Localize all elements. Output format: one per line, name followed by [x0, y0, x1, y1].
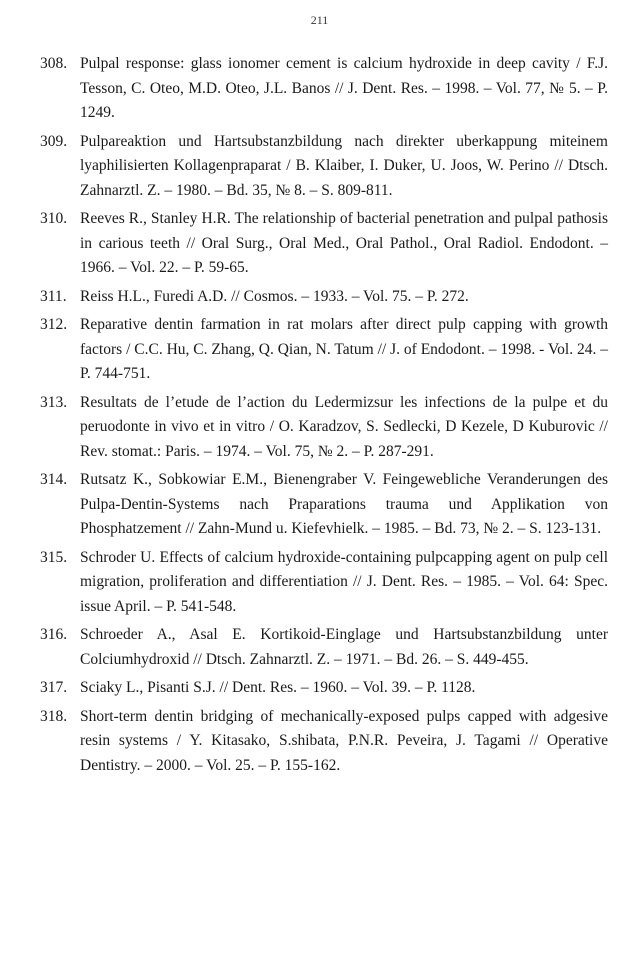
reference-number: 313 .	[40, 391, 74, 416]
reference-item	[40, 207, 608, 281]
page-number: 211	[310, 13, 329, 27]
reference-text: Schroder U. Effects of calcium hydroxide-containing pulpcapping agent on pulp cell migration, proliferation and differentiation // J. Dent. Res. – 1985. – Vol. 64: Spec. issue April. – P. 541-548.	[80, 548, 608, 615]
reference-number: 311 .	[40, 285, 74, 310]
reference-item	[40, 52, 608, 126]
reference-text: Rutsatz K., Sobkowiar E.M., Bienengraber V. Feingewebliche Veranderungen des Pulpa-Dentin-Systems nach Praparations trauma und Applikation von Phosphatzement // Zahn-Mund u. Kiefevhielk. – 1985. – Bd. 73, № 2. – S. 123-131.	[80, 471, 608, 537]
reference-text: Sciaky L., Pisanti S.J. // Dent. Res. – 1960. – Vol. 39. – P. 1128.	[80, 679, 476, 696]
reference-text: Schroeder A., Asal E. Kortikoid-Einglage und Hartsubstanzbildung unter Colciumhydroxid // Dtsch. Zahnarztl. Z. – 1971. – Bd. 26. – S. 449-455.	[80, 626, 608, 668]
reference-text: Pulpal response: glass ionomer cement is calcium hydroxide in deep cavity / F.J. Tesson, C. Oteo, M.D. Oteo, J.L. Banos // J. Dent. Res. – 1998. – Vol. 77, № 5. – P. 1249.	[80, 55, 608, 121]
reference-number: 317 .	[40, 676, 74, 701]
reference-item	[40, 391, 608, 465]
reference-number: 309 .	[40, 130, 74, 155]
reference-text: Pulpareaktion und Hartsubstanzbildung nach direkter uberkappung miteinem lyaphilisierten Kollagenpraparat / B. Klaiber, I. Duker, U. Joos, W. Perino // Dtsch. Zahnarztl. Z. – 1980. – Bd. 35, № 8. – S. 809-811.	[80, 132, 608, 199]
reference-text: Short-term dentin bridging of mechanically-exposed pulps capped with adgesive resin systems / Y. Kitasako, S.shibata, P.N.R. Peveira, J. Tagami // Operative Dentistry. – 2000. – Vol. 25. – P. 155-162.	[80, 707, 608, 774]
reference-number: 308 .	[40, 52, 74, 77]
reference-number: 315 .	[40, 546, 74, 571]
reference-number: 316 .	[40, 623, 74, 648]
reference-list	[40, 52, 608, 782]
reference-item	[40, 676, 608, 701]
reference-item	[40, 313, 608, 387]
reference-item	[40, 623, 608, 672]
reference-text: Reparative dentin farmation in rat molars after direct pulp capping with growth factors / C.C. Hu, C. Zhang, Q. Qian, N. Tatum // J. of Endodont. – 1998. - Vol. 24. – P. 744-751.	[80, 316, 608, 382]
reference-item	[40, 130, 608, 204]
reference-number: 318 .	[40, 705, 74, 730]
reference-number: 314 .	[40, 468, 74, 493]
reference-item	[40, 468, 608, 542]
reference-number: 312 .	[40, 313, 74, 338]
reference-text: Reeves R., Stanley H.R. The relationship of bacterial penetration and pulpal pathosis in carious teeth // Oral Surg., Oral Med., Oral Pathol., Oral Radiol. Endodont. – 1966. – Vol. 22. – P. 59-65.	[80, 210, 608, 276]
reference-item	[40, 285, 608, 310]
reference-item	[40, 546, 608, 620]
reference-text: Resultats de l’etude de l’action du Ledermizsur les infections de la pulpe et du peruodonte in vivo et in vitro / O. Karadzov, S. Sedlecki, D Kezele, D Kuburovic // Rev. stomat.: Paris. – 1974. – Vol. 75, № 2. – P. 287-291.	[80, 393, 608, 460]
reference-number: 310 .	[40, 207, 74, 232]
reference-text: Reiss H.L., Furedi A.D. // Cosmos. – 1933. – Vol. 75. – P. 272.	[80, 287, 469, 305]
reference-item	[40, 705, 608, 779]
